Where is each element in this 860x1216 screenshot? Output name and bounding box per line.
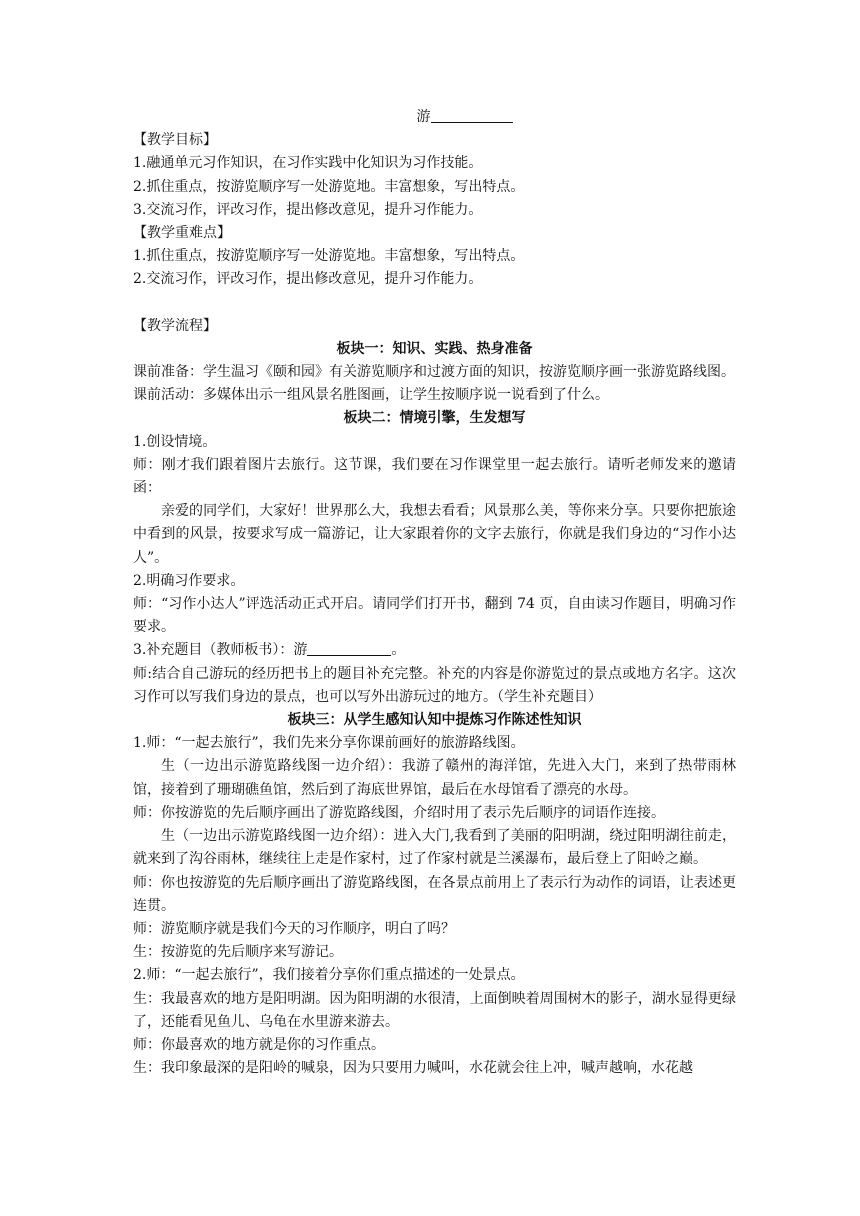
key-points-heading: 【教学重难点】: [133, 225, 231, 242]
paragraph: 师:结合自己游玩的经历把书上的题目补充完整。补充的内容是你游览过的景点或地方名字。这次习作可以写我们身边的景点，也可以写外出游玩过的地方。（学生补充题目）: [133, 665, 736, 705]
goal-item: 2.抓住重点，按游览顺序写一处游览地。丰富想象，写出特点。: [133, 178, 525, 195]
invitation-letter: 亲爱的同学们，大家好！世界那么大，我想去看看；风景那么美，等你来分享。只要你把旅途中看到的风景，按要求写成一篇游记，让大家跟着你的文字去旅行，你就是我们身边的“习作小达人”。: [133, 503, 736, 566]
goal-item: 1.融通单元习作知识，在习作实践中化知识为习作技能。: [133, 155, 483, 172]
section-2-heading: 板块二：情境引擎，生发想写: [343, 410, 526, 427]
section-1-heading: 板块一：知识、实践、热身准备: [336, 340, 533, 357]
paragraph: 师：你也按游览的先后顺序画出了游览路线图，在各景点前用上了表示行为动作的词语，让表述更连贯。: [133, 874, 736, 914]
key-point-item: 2.交流习作，评改习作，提出修改意见，提升习作能力。: [133, 271, 483, 288]
paragraph: 课前准备：学生温习《颐和园》有关游览顺序和过渡方面的知识，按游览顺序画一张游览路线图。: [133, 364, 735, 381]
paragraph: 课前活动：多媒体出示一组风景名胜图画，让学生按顺序说一说看到了什么。: [133, 387, 609, 404]
paragraph: 师：“习作小达人”评选活动正式开启。请同学们打开书，翻到 74 页，自由读习作题目，明确习作要求。: [133, 596, 736, 636]
spacer: [133, 292, 736, 315]
paragraph: 生：按游览的先后顺序来写游记。: [133, 944, 343, 961]
paragraph: 师：你最喜欢的地方就是你的习作重点。: [133, 1036, 385, 1053]
paragraph: [133, 639, 736, 662]
paragraph: 生：我最喜欢的地方是阳明湖。因为阳明湖的水很清，上面倒映着周围树木的影子，湖水显得更绿了，还能看见鱼儿、乌龟在水里游来游去。: [133, 990, 736, 1030]
paragraph: 生（一边出示游览路线图一边介绍）：进入大门,我看到了美丽的阳明湖，绕过阳明湖往前走，就来到了沟谷雨林，继续往上走是作家村，过了作家村就是兰溪瀑布，最后登上了阳岭之巅。: [133, 828, 736, 868]
document-title: [133, 106, 736, 129]
section-3-heading: 板块三：从学生感知认知中提炼习作陈述性知识: [287, 712, 582, 729]
fill-prompt: 3.补充题目（教师板书）：游: [133, 642, 308, 659]
paragraph: 师：刚才我们跟着图片去旅行。这节课，我们要在习作课堂里一起去旅行。请听老师发来的邀请函：: [133, 456, 736, 497]
fill-blank: [307, 641, 391, 656]
paragraph: 2.明确习作要求。: [133, 572, 245, 589]
goal-item: 3.交流习作，评改习作，提出修改意见，提升习作能力。: [133, 201, 483, 218]
paragraph: 师：游览顺序就是我们今天的习作顺序，明白了吗？: [133, 920, 455, 937]
paragraph: 1.创设情境。: [133, 433, 217, 450]
flow-heading: 【教学流程】: [133, 317, 217, 334]
title-text: 游: [416, 109, 431, 125]
paragraph: 师：你按游览的先后顺序画出了游览路线图，介绍时用了表示先后顺序的词语作连接。: [133, 804, 665, 821]
paragraph: 1.师：“一起去旅行”，我们先来分享你课前画好的旅游路线图。: [133, 735, 525, 752]
paragraph: 2.师：“一起去旅行”，我们接着分享你们重点描述的一处景点。: [133, 967, 525, 984]
paragraph: 生：我印象最深的是阳岭的喊泉，因为只要用力喊叫，水花就会往上冲，喊声越响，水花越: [133, 1060, 693, 1077]
goals-heading: 【教学目标】: [133, 132, 217, 149]
paragraph: 生（一边出示游览路线图一边介绍）：我游了赣州的海洋馆，先进入大门，来到了热带雨林馆，接着到了珊瑚礁鱼馆，然后到了海底世界馆，最后在水母馆看了漂亮的水母。: [133, 758, 736, 798]
fill-suffix: 。: [391, 642, 406, 659]
key-point-item: 1.抓住重点，按游览顺序写一处游览地。丰富想象，写出特点。: [133, 248, 525, 265]
title-blank: [431, 108, 513, 123]
